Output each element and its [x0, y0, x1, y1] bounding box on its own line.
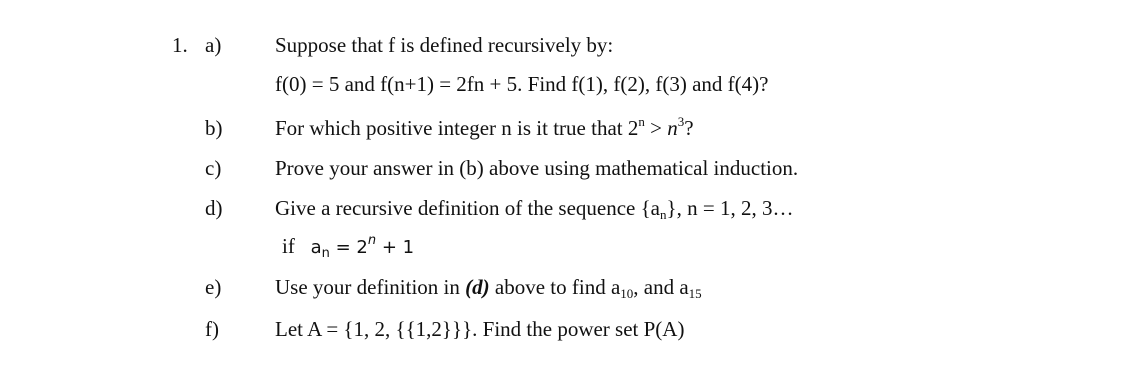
part-b-label: b) [205, 116, 223, 140]
part-f-text: Let A = {1, 2, {{1,2}}}. Find the power set P(A) [275, 317, 685, 341]
part-d-formula [310, 233, 415, 261]
part-a-label: a) [205, 33, 222, 57]
part-d-a: a [310, 237, 322, 258]
part-b-text-pre: For which positive integer n is it true that 2 [275, 116, 639, 140]
part-d-line2 [282, 234, 414, 259]
part-a-line1: Suppose that f is defined recursively by: [275, 33, 614, 57]
part-d-sup-n: n [367, 233, 377, 248]
part-f-label: f) [205, 317, 219, 341]
part-a-line2: f(0) = 5 and f(n+1) = 2fn + 5. Find f(1), f(2), f(3) and f(4)? [275, 72, 769, 96]
part-e-and: , and a [633, 275, 689, 299]
part-d-plus-one: + 1 [376, 237, 415, 258]
part-d-line1-pre: Give a recursive definition of the sequence {a [275, 196, 661, 220]
part-d-if: if [282, 234, 295, 258]
part-e-label: e) [205, 275, 222, 299]
part-c-text: Prove your answer in (b) above using mathematical induction. [275, 156, 799, 180]
part-d-label: d) [205, 196, 223, 220]
part-d-line1-post: }, n = 1, 2, 3… [666, 196, 794, 220]
part-d-sub-n: n [321, 246, 330, 261]
part-e-sub-10: 10 [620, 286, 634, 301]
part-e-sub-15: 15 [688, 286, 702, 301]
question-number: 1. [172, 33, 188, 57]
part-b-gt: > [644, 116, 668, 140]
part-c-label: c) [205, 156, 222, 180]
part-b-end: ? [684, 116, 694, 140]
part-d-line1 [275, 196, 793, 221]
part-d-eq: = 2 [329, 237, 368, 258]
part-b-sup-3: 3 [677, 114, 685, 129]
part-b-sup-n: n [638, 114, 645, 129]
part-e-mid: above to find a [489, 275, 621, 299]
part-b-n: n [667, 116, 678, 140]
part-e-bold-ref: (d) [465, 275, 490, 299]
part-e-text [275, 275, 702, 300]
part-e-pre: Use your definition in [275, 275, 466, 299]
part-b-text [275, 116, 694, 141]
part-d-line1-sub: n [660, 207, 667, 222]
